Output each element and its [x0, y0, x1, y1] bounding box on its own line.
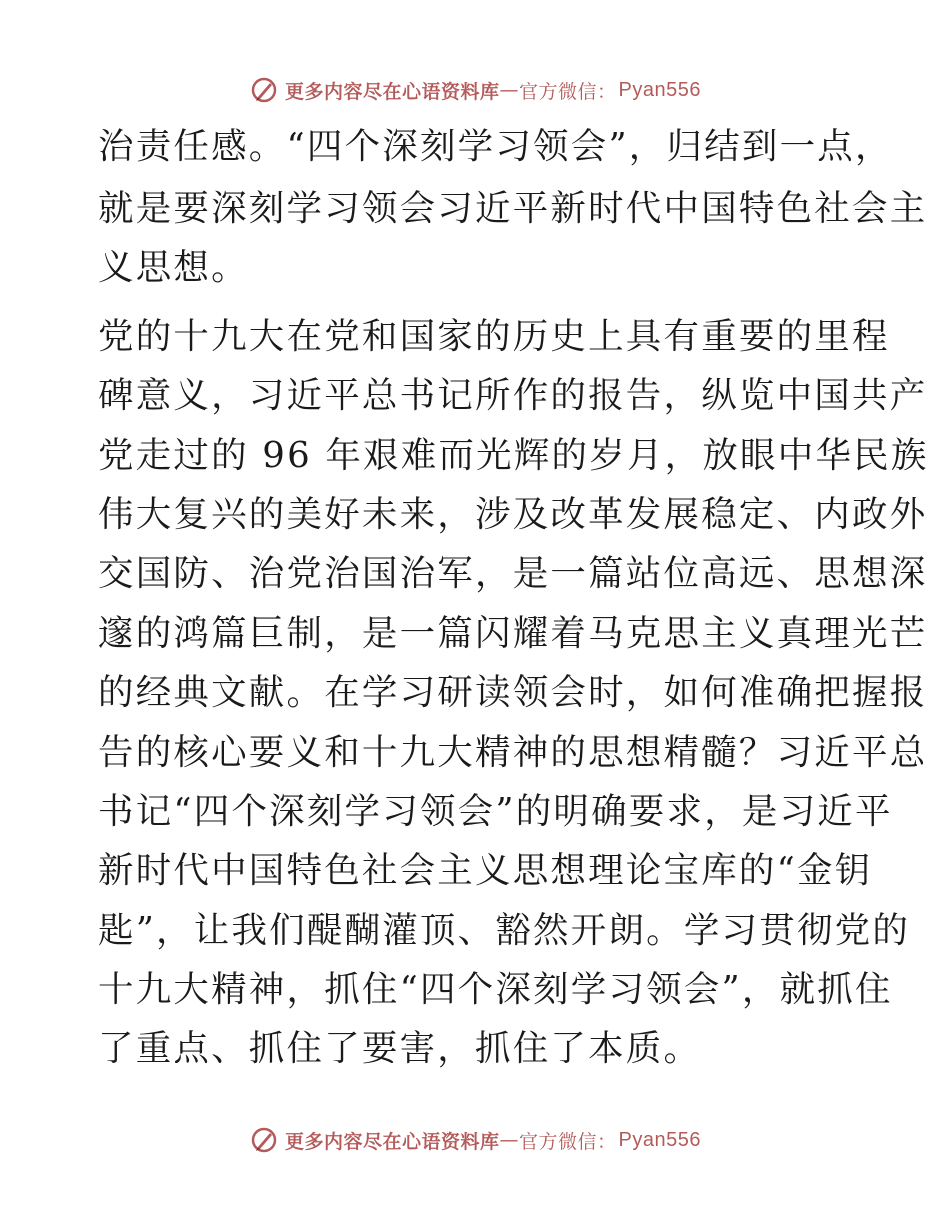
paragraph-1-line-1: 治责任感。“四个深刻学习领会”，归结到一点，: [98, 126, 893, 167]
watermark-footer: [0, 1120, 950, 1160]
paragraph-2-line-10: 新时代中国特色社会主义思想理论宝库的“金钥: [98, 850, 873, 891]
paragraph-2-line-1: 党的十九大在党和国家的历史上具有重要的里程: [98, 316, 890, 357]
paragraph-1-line-3: 义思想。: [98, 247, 249, 288]
watermark-wechat-label: 官方微信：: [519, 1130, 617, 1153]
watermark-header: [0, 70, 950, 110]
paragraph-2-line-3: 党走过的 96 年艰难而光辉的岁月，放眼中华民族: [98, 435, 929, 476]
paragraph-2-line-11: 匙”，让我们醍醐灌顶、豁然开朗。学习贯彻党的: [98, 910, 911, 951]
watermark-text: 更多内容尽在心语资料库: [285, 1130, 500, 1153]
watermark-wechat-id: Pyan556: [618, 1128, 701, 1151]
watermark-wechat-label: 官方微信：: [519, 80, 617, 103]
watermark-dash: —: [499, 1129, 520, 1151]
paragraph-2-line-7: 的经典文献。在学习研读领会时，如何准确把握报: [98, 672, 928, 713]
paragraph-2-line-13: 了重点、抓住了要害，抓住了本质。: [98, 1028, 702, 1069]
paragraph-2-line-4: 伟大复兴的美好未来，涉及改革发展稳定、内政外: [98, 494, 928, 535]
pen-logo-icon: [249, 1125, 279, 1155]
paragraph-2-line-5: 交国防、治党治国治军，是一篇站位高远、思想深: [98, 553, 928, 594]
paragraph-2-line-2: 碑意义，习近平总书记所作的报告，纵览中国共产: [98, 375, 928, 416]
pen-logo-icon: [249, 75, 279, 105]
paragraph-1-line-2: 就是要深刻学习领会习近平新时代中国特色社会主: [98, 188, 928, 229]
watermark-dash: —: [499, 79, 520, 101]
paragraph-2-line-8: 告的核心要义和十九大精神的思想精髓？习近平总: [98, 732, 928, 773]
paragraph-2-line-9: 书记“四个深刻学习领会”的明确要求，是习近平: [98, 791, 893, 832]
paragraph-2-line-12: 十九大精神，抓住“四个深刻学习领会”，就抓住: [98, 969, 893, 1010]
watermark-text: 更多内容尽在心语资料库: [285, 80, 500, 103]
watermark-wechat-id: Pyan556: [618, 78, 701, 101]
paragraph-2-line-6: 邃的鸿篇巨制，是一篇闪耀着马克思主义真理光芒: [98, 613, 928, 654]
